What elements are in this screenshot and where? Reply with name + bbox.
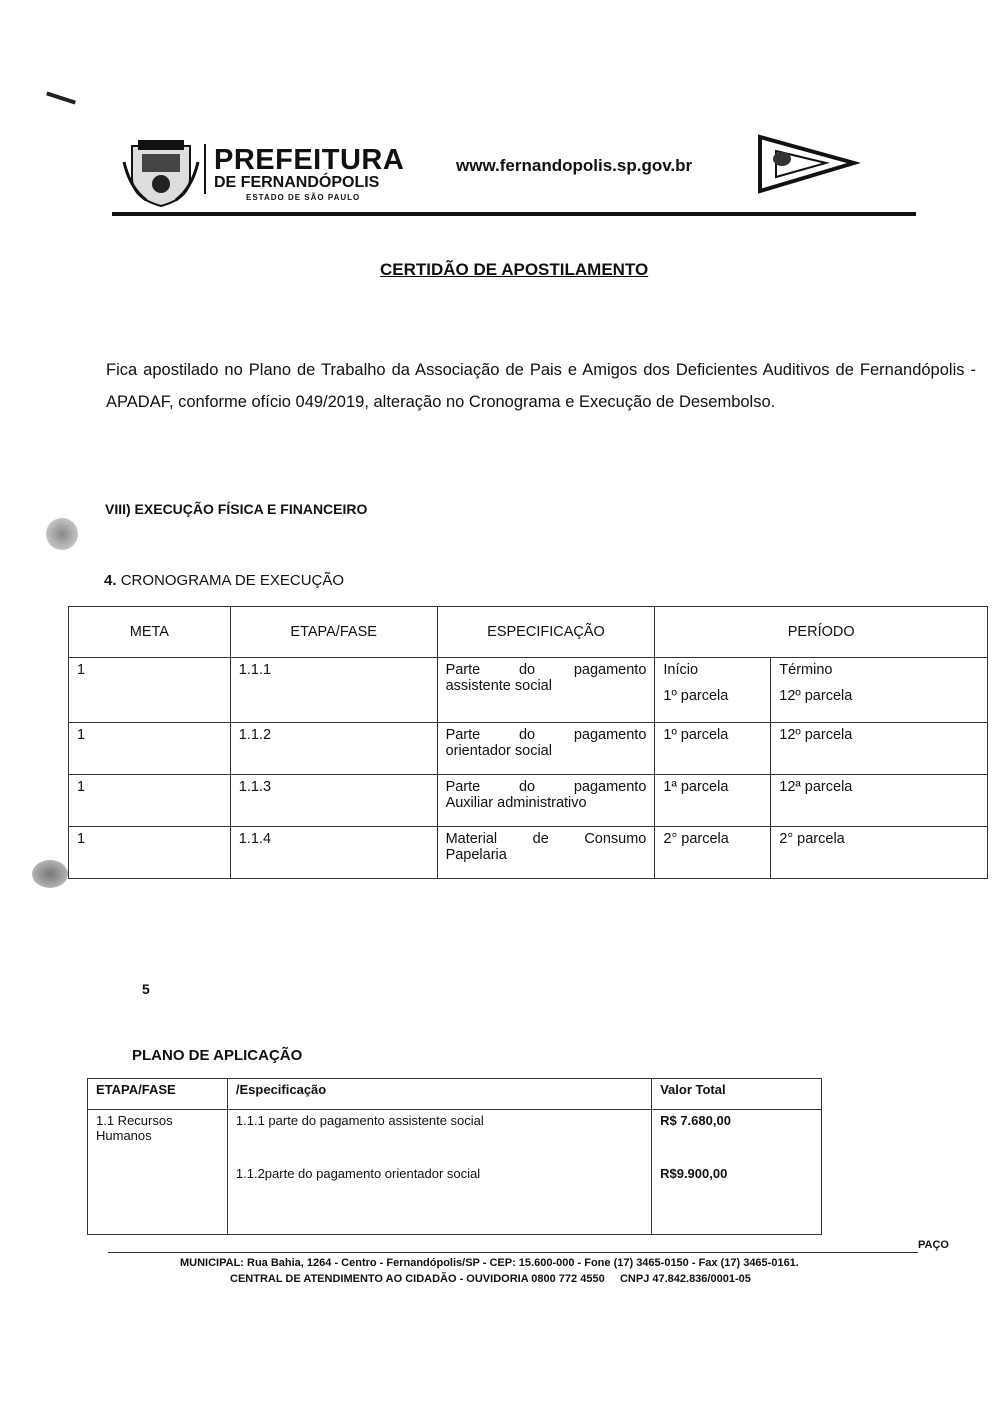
- footer-rule: [108, 1252, 918, 1253]
- cell-etapa: 1.1.4: [230, 827, 437, 879]
- header-divider: [204, 144, 206, 194]
- section-number: 5: [142, 981, 150, 997]
- plano-title: PLANO DE APLICAÇÃO: [132, 1047, 303, 1064]
- municipal-flag-logo: [756, 133, 860, 195]
- spec-line: Auxiliar administrativo: [445, 795, 587, 811]
- cell-inicio: 1ª parcela: [655, 775, 771, 827]
- header-spec: /Especificação: [227, 1079, 651, 1110]
- section-label: CRONOGRAMA DE EXECUÇÃO: [120, 572, 345, 589]
- table-row: [69, 827, 988, 879]
- cronograma-table: [68, 606, 988, 879]
- plano-valor: R$9.900,00: [660, 1166, 728, 1181]
- punch-hole-mark: [32, 860, 68, 888]
- header-etapa: ETAPA/FASE: [88, 1079, 228, 1110]
- header-etapa: ETAPA/FASE: [230, 607, 437, 658]
- cell-spec: [437, 658, 655, 723]
- header-especificacao: ESPECIFICAÇÃO: [437, 607, 655, 658]
- cell-etapa: 1.1 Recursos Humanos: [88, 1110, 228, 1235]
- table-row: [69, 775, 988, 827]
- footer-contact: CENTRAL DE ATENDIMENTO AO CIDADÃO - OUVIDORIA 0800 772 4550 CNPJ 47.842.836/0001-05: [230, 1273, 751, 1285]
- table-row: [88, 1110, 822, 1235]
- table-header-row: [69, 607, 988, 658]
- footer-address: MUNICIPAL: Rua Bahia, 1264 - Centro - Fernandópolis/SP - CEP: 15.600-000 - Fone (17) 3465-0150 - Fax (17) 3465-0161.: [180, 1257, 799, 1269]
- cell-inicio: 1º parcela: [655, 723, 771, 775]
- table-header-row: [88, 1079, 822, 1110]
- body-paragraph: Fica apostilado no Plano de Trabalho da Associação de Pais e Amigos dos Deficientes Auditivos de Fernandópolis - APADAF, conforme ofício 049/2019, alteração no Cronograma e Execução de Desembolso.: [106, 361, 976, 411]
- cell-inicio: 2° parcela: [655, 827, 771, 879]
- cell-etapa: 1.1.2: [230, 723, 437, 775]
- cell-spec: [437, 775, 655, 827]
- spec-line: assistente social: [445, 678, 552, 694]
- coat-of-arms-logo: [122, 138, 200, 208]
- inicio-value: 1º parcela: [663, 688, 729, 704]
- punch-hole-mark: [46, 518, 78, 550]
- cell-spec: [437, 723, 655, 775]
- header-periodo: PERÍODO: [655, 607, 988, 658]
- cell-valor: [652, 1110, 822, 1235]
- spec-line: Material de Consumo: [445, 831, 647, 847]
- cell-etapa: 1.1.1: [230, 658, 437, 723]
- section-number: 4.: [104, 572, 117, 589]
- plano-item: 1.1.2parte do pagamento orientador social: [235, 1166, 481, 1181]
- cell-meta: 1: [69, 723, 231, 775]
- table-row: [69, 658, 988, 723]
- footer-paco: PAÇO: [918, 1239, 949, 1251]
- cell-etapa: 1.1.3: [230, 775, 437, 827]
- cell-meta: 1: [69, 775, 231, 827]
- plano-valor: R$ 7.680,00: [660, 1113, 731, 1128]
- header-rule: [112, 212, 916, 216]
- website-link[interactable]: www.fernandopolis.sp.gov.br: [456, 156, 693, 175]
- cell-meta: 1: [69, 658, 231, 723]
- header-meta: META: [69, 607, 231, 658]
- spec-line: Parte do pagamento: [445, 727, 647, 743]
- cell-termino: [771, 658, 988, 723]
- cell-meta: 1: [69, 827, 231, 879]
- header-state: ESTADO DE SÃO PAULO: [246, 193, 361, 202]
- cell-spec: [437, 827, 655, 879]
- spec-line: Papelaria: [445, 847, 507, 863]
- cell-spec: [227, 1110, 651, 1235]
- termino-label: Término: [779, 662, 833, 678]
- plano-table: [87, 1078, 822, 1235]
- termino-value: 12º parcela: [779, 688, 853, 704]
- inicio-label: Início: [663, 662, 699, 678]
- header-title: PREFEITURA: [214, 144, 405, 176]
- plano-item: 1.1.1 parte do pagamento assistente social: [235, 1113, 484, 1128]
- table-row: [69, 723, 988, 775]
- cell-termino: 12º parcela: [771, 723, 988, 775]
- document-title: CERTIDÃO DE APOSTILAMENTO: [380, 260, 649, 279]
- section-heading: VIII) EXECUÇÃO FÍSICA E FINANCEIRO: [105, 501, 368, 517]
- cell-inicio: [655, 658, 771, 723]
- header-subtitle: DE FERNANDÓPOLIS: [214, 174, 380, 191]
- scan-mark: [46, 91, 76, 104]
- spec-line: Parte do pagamento: [445, 779, 647, 795]
- cell-termino: 2° parcela: [771, 827, 988, 879]
- spec-line: Parte do pagamento: [445, 662, 647, 678]
- spec-line: orientador social: [445, 743, 552, 759]
- header-valor: Valor Total: [652, 1079, 822, 1110]
- section-heading: [104, 572, 344, 589]
- cell-termino: 12ª parcela: [771, 775, 988, 827]
